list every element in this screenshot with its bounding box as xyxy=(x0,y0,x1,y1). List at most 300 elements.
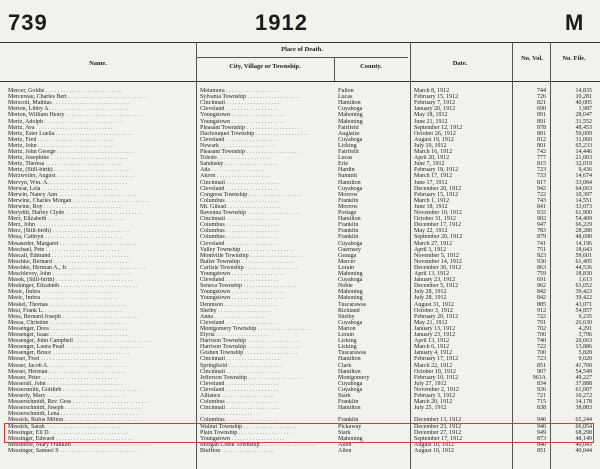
name-cell: Mertz, John . . . xyxy=(8,143,186,150)
date-cell: November 10, 1912 xyxy=(414,210,462,216)
name-cell: Messenger, Laura Pearl . . . xyxy=(8,344,186,351)
date-cell: August 10, 1912 xyxy=(414,447,454,454)
date-cell: June 17, 1912 xyxy=(414,179,448,186)
file-cell: 48,149 xyxy=(575,435,592,442)
vol-cell: 722 xyxy=(537,191,546,198)
vol-cell: 946 xyxy=(537,423,546,430)
name-cell: Meryditt, Harley Clyde . . . xyxy=(8,210,186,217)
date-cell: November 5, 1912 xyxy=(414,252,459,259)
city-cell: Sandusky . . . xyxy=(200,161,328,168)
file-cell: 40,005 xyxy=(575,100,592,107)
date-cell: February 18, 1912 xyxy=(414,167,459,174)
county-cell: Cuyahoga xyxy=(338,185,363,192)
vol-cell: 741 xyxy=(537,240,546,247)
file-cell: 33,073 xyxy=(575,203,592,210)
county-cell: Pickaway xyxy=(338,423,362,430)
file-cell: 1,613 xyxy=(578,277,592,284)
city-cell: Pleasant Township . . . xyxy=(200,149,328,156)
date-cell: March 8, 1912 xyxy=(414,88,450,94)
file-cell: 39,422 xyxy=(575,295,592,302)
city-cell: Harrison Township . . . xyxy=(200,338,328,345)
city-cell: Newark . . . xyxy=(200,143,328,150)
city-cell: Columbus . . . xyxy=(200,222,328,229)
date-cell: September 12, 1912 xyxy=(414,124,463,131)
file-cell: 65,233 xyxy=(575,142,592,149)
letter-heading: M xyxy=(565,10,584,35)
file-cell: 13,886 xyxy=(575,344,592,351)
name-cell: Mertz, (Still-birth) . . . xyxy=(8,167,186,174)
file-cell: 48,453 xyxy=(575,124,592,131)
vol-cell: 881 xyxy=(537,130,546,137)
date-cell: October 26, 1912 xyxy=(414,130,456,137)
county-cell: Hamilton xyxy=(338,368,361,375)
name-cell: Meschke, Herman A., Jr. . . . xyxy=(8,265,186,272)
vol-cell: 751 xyxy=(537,246,546,253)
city-cell: Columbus . . . xyxy=(200,228,328,235)
name-cell: Messinger, Eli D. . . . xyxy=(8,430,186,437)
name-cell: Messersmith, Gottlieb . . . xyxy=(8,387,186,394)
city-cell: Youngstown . . . xyxy=(200,112,328,119)
vol-cell: 700 xyxy=(537,332,546,338)
county-cell: Mahoning xyxy=(338,435,363,442)
date-cell: July 28, 1912 xyxy=(414,295,447,302)
county-cell: Stark xyxy=(338,429,351,436)
county-cell: Mahoning xyxy=(338,271,363,277)
file-cell: 10,397 xyxy=(575,191,592,198)
county-cell: Summit xyxy=(338,173,358,180)
name-cell: Messer, Jacob A. . . . xyxy=(8,363,186,370)
date-cell: November 14, 1912 xyxy=(414,258,462,265)
file-cell: 39,423 xyxy=(575,289,592,296)
vol-cell: 946 xyxy=(537,417,546,424)
column-header-county: County. xyxy=(360,63,382,70)
county-cell: Fairfield xyxy=(338,124,359,131)
county-cell: Franklin xyxy=(338,197,359,204)
name-cell: Mesaseder, Margaret . . . xyxy=(8,241,186,248)
county-cell: Richland xyxy=(338,307,360,314)
date-cell: January 20, 1912 xyxy=(414,106,456,113)
city-cell: Goshen Township . . . xyxy=(200,350,328,357)
file-cell: 61,007 xyxy=(575,386,592,393)
column-header-file: No. File. xyxy=(562,55,586,62)
county-cell: Franklin xyxy=(338,234,359,241)
county-cell: Franklin xyxy=(338,222,359,229)
date-cell: June 18, 1912 xyxy=(414,203,448,210)
name-cell: Messinger, Edward . . . xyxy=(8,436,186,443)
name-cell: Messer, Peter . . . xyxy=(8,375,186,382)
city-cell: Cleveland . . . xyxy=(200,277,328,284)
file-cell: 64,663 xyxy=(575,185,592,192)
file-cell: 40,043 xyxy=(575,441,592,448)
county-cell: Hamilton xyxy=(338,179,361,186)
county-cell: Mahoning xyxy=(338,112,363,119)
date-cell: March 16, 1912 xyxy=(414,149,453,155)
name-cell: Messerschmidt, Lena . . . xyxy=(8,411,186,418)
file-cell: 9,436 xyxy=(578,167,592,174)
date-cell: August 31, 1912 xyxy=(414,301,454,308)
name-cell: Messer, Fred . . . xyxy=(8,356,186,363)
city-cell: Shelby . . . xyxy=(200,308,328,315)
file-cell: 14,178 xyxy=(575,399,592,406)
county-cell: Fulton xyxy=(338,88,354,94)
city-cell: Cincinnati . . . xyxy=(200,356,328,363)
name-cell: Mertz, Fred . . . xyxy=(8,137,186,144)
date-cell: March 22, 1912 xyxy=(414,362,453,369)
name-cell: Messerschmidt, Rev. Gess . . . xyxy=(8,399,186,406)
date-cell: December 30, 1912 xyxy=(414,264,462,271)
county-cell: Tuscarawas xyxy=(338,350,367,357)
name-cell: Merscott, Mathias . . . xyxy=(8,100,186,107)
name-cell: Merwine, Roy . . . xyxy=(8,204,186,211)
city-cell: Columbus . . . xyxy=(200,198,328,205)
county-cell: Mahoning xyxy=(338,118,363,125)
vol-cell: 907 xyxy=(537,368,546,375)
vol-cell: 842 xyxy=(537,295,546,302)
file-cell: 54,857 xyxy=(575,307,592,314)
vol-cell: 801 xyxy=(537,142,546,149)
name-cell: Messmore, Mary Franklin . . . xyxy=(8,442,186,449)
vol-cell: 691 xyxy=(537,277,546,284)
vol-cell: 949 xyxy=(537,429,546,436)
name-cell: Meshinger, Elizabeth . . . xyxy=(8,283,186,290)
file-cell: 14,835 xyxy=(575,88,592,94)
date-cell: December 13, 1912 xyxy=(414,417,462,424)
vol-cell: 851 xyxy=(537,447,546,454)
county-cell: Cuyahoga xyxy=(338,240,363,247)
vol-cell: 878 xyxy=(537,124,546,131)
vol-cell: 740 xyxy=(537,338,546,345)
date-cell: January 13, 1912 xyxy=(414,325,456,332)
file-cell: 33,084 xyxy=(575,179,592,186)
file-cell: 66,229 xyxy=(575,222,592,229)
city-cell: Morgan Creek Township . . . xyxy=(200,442,328,449)
file-cell: 49,227 xyxy=(575,374,592,381)
city-cell: Cleveland . . . xyxy=(200,320,328,327)
county-cell: Hardin xyxy=(338,167,355,174)
city-cell: Springfield . . . xyxy=(200,363,328,370)
county-cell: Morrow xyxy=(338,191,358,198)
name-cell: Messerall, John . . . xyxy=(8,381,186,388)
vol-cell: 733 xyxy=(537,173,546,180)
column-header-place-of-death: Place of Death. xyxy=(281,46,323,53)
city-cell: Cleveland . . . xyxy=(200,387,328,394)
date-cell: March 6, 1912 xyxy=(414,344,450,351)
file-cell: 32,019 xyxy=(575,161,592,168)
city-cell: Elyria . . . xyxy=(200,332,328,339)
file-cell: 59,009 xyxy=(575,130,592,137)
file-cell: 59,601 xyxy=(575,252,592,259)
column-header-date: Date. xyxy=(452,60,468,67)
vol-cell: 947 xyxy=(537,222,546,229)
name-cell: Mertz, Ester Luella . . . xyxy=(8,131,186,138)
date-cell: May 18, 1912 xyxy=(414,112,448,119)
file-cell: 40,044 xyxy=(575,447,592,454)
vol-cell: 891 xyxy=(537,112,546,119)
city-cell: Cleveland . . . xyxy=(200,381,328,388)
county-cell: Mercer xyxy=(338,258,356,265)
file-cell: 61,405 xyxy=(575,258,592,265)
file-cell: 5,828 xyxy=(578,350,592,357)
county-cell: Clark xyxy=(338,362,352,369)
city-cell: Duchouquet Township . . . xyxy=(200,131,328,138)
place-subheader-rule xyxy=(196,57,408,58)
date-cell: February 15, 1912 xyxy=(414,94,459,101)
date-cell: July 25, 1912 xyxy=(414,405,447,412)
city-cell: Cleveland . . . xyxy=(200,186,328,193)
city-cell: Seneca Township . . . xyxy=(200,283,328,290)
city-cell: Columbus . . . xyxy=(200,234,328,241)
vol-cell: 851 xyxy=(537,362,546,369)
name-cell: Mesic, Imbra . . . xyxy=(8,295,186,302)
date-cell: September 17, 1912 xyxy=(414,435,463,442)
name-cell: Mercer, Goldie . . . xyxy=(8,88,186,95)
vol-cell: 963A xyxy=(532,374,546,381)
date-cell: June 7, 1912 xyxy=(414,161,445,168)
county-cell: Geauga xyxy=(338,252,357,259)
date-cell: August 19, 1912 xyxy=(414,136,454,143)
county-cell: Hamilton xyxy=(338,356,361,363)
vol-cell: 722 xyxy=(537,313,546,320)
date-cell: January 23, 1912 xyxy=(414,277,456,284)
file-cell: 61,900 xyxy=(575,210,592,216)
city-cell: Youngstown . . . xyxy=(200,289,328,296)
city-cell: Youngstown . . . xyxy=(200,295,328,302)
page-header xyxy=(0,4,600,34)
name-cell: Mesi, Frank L. . . . xyxy=(8,308,186,315)
city-cell: Ravenna Township . . . xyxy=(200,210,328,217)
city-cell: Cincinnati . . . xyxy=(200,180,328,187)
vol-cell: 723 xyxy=(537,167,546,174)
name-cell: Messenger, John Campbell . . . xyxy=(8,338,186,345)
date-cell: October 31, 1912 xyxy=(414,216,456,223)
city-cell: Plain Township . . . xyxy=(200,430,328,437)
county-cell: Hamilton xyxy=(338,405,361,412)
vol-cell: 930 xyxy=(537,258,546,265)
county-cell: Montgomery xyxy=(338,374,370,381)
vol-cell: 902 xyxy=(537,216,546,223)
file-cell: 65,244 xyxy=(575,417,592,424)
name-cell: Meschke, Bernard . . . xyxy=(8,259,186,266)
city-cell: Akron . . . xyxy=(200,173,328,180)
county-cell: Noble xyxy=(338,283,353,290)
city-cell: Youngstown . . . xyxy=(200,119,328,126)
vol-cell: 743 xyxy=(537,197,546,204)
county-cell: Lucas xyxy=(338,94,353,101)
vol-cell: 838 xyxy=(537,405,546,412)
vol-cell: 812 xyxy=(537,136,546,143)
vol-cell: 879 xyxy=(537,234,546,241)
file-cell: 14,196 xyxy=(575,240,592,247)
name-cell: Merton, William Henry . . . xyxy=(8,112,186,119)
name-cell: Meschlevey, John . . . xyxy=(8,271,186,278)
date-cell: March 1, 1912 xyxy=(414,197,450,204)
vol-cell: 873 xyxy=(537,435,546,442)
file-cell: 14,674 xyxy=(575,173,592,180)
vol-cell: 942 xyxy=(537,185,546,192)
county-cell: Lorain xyxy=(338,332,354,338)
file-cell: 14,551 xyxy=(575,197,592,204)
vol-cell: 744 xyxy=(537,88,546,94)
vol-cell: 700 xyxy=(537,350,546,357)
county-cell: Erie xyxy=(338,161,348,168)
name-cell: Messerly, Mary . . . xyxy=(8,393,186,400)
vol-cell: 821 xyxy=(537,100,546,107)
city-cell: Cleveland . . . xyxy=(200,137,328,144)
vol-cell: 834 xyxy=(537,380,546,387)
file-cell: 9,620 xyxy=(578,356,592,363)
name-cell: Messenger, Bruce . . . xyxy=(8,350,186,357)
date-cell: February 7, 1912 xyxy=(414,100,456,107)
vol-cell: 962 xyxy=(537,283,546,290)
city-cell: Youngstown . . . xyxy=(200,436,328,443)
file-cell: 10,281 xyxy=(575,94,592,101)
vol-cell: 912 xyxy=(537,307,546,314)
county-cell: Auglaize xyxy=(338,130,360,137)
date-cell: December 20, 1912 xyxy=(414,185,462,192)
name-cell: Messinger, Samuel S . . . xyxy=(8,448,186,455)
city-cell: Columbus . . . xyxy=(200,399,328,406)
file-cell: 31,060 xyxy=(575,136,592,143)
date-cell: October 10, 1912 xyxy=(414,368,456,375)
date-cell: March 17, 1912 xyxy=(414,173,453,180)
county-cell: Mahoning xyxy=(338,289,363,296)
city-cell: Sylvania Township . . . xyxy=(200,94,328,101)
name-cell: Mescall, Edmund . . . xyxy=(8,253,186,260)
county-cell: Franklin xyxy=(338,399,359,406)
date-cell: May 21, 1912 xyxy=(414,319,448,326)
county-cell: Franklin xyxy=(338,228,359,235)
file-cell: 18,830 xyxy=(575,271,592,277)
county-cell: Portage xyxy=(338,210,357,216)
city-cell: Cleveland . . . xyxy=(200,106,328,113)
file-cell: 20,663 xyxy=(575,338,592,345)
file-cell: 54,549 xyxy=(575,368,592,375)
county-cell: Lucas xyxy=(338,155,353,162)
file-cell: 68,298 xyxy=(575,429,592,436)
name-cell: Mesek, (Still-birth) . . . xyxy=(8,277,186,284)
date-cell: April 20, 1912 xyxy=(414,155,450,162)
date-cell: December 17, 1912 xyxy=(414,222,462,229)
name-cell: Merwar, Lela . . . xyxy=(8,186,186,193)
vol-cell: 690 xyxy=(537,106,546,113)
date-cell: April 3, 1912 xyxy=(414,246,447,253)
column-header-vol: No. Vol. xyxy=(521,55,543,62)
vol-cell: 842 xyxy=(537,289,546,296)
name-cell: Merz, (Still-birth) . . . xyxy=(8,228,186,235)
name-cell: Merton, Libby A. . . . xyxy=(8,106,186,113)
date-cell: August 10, 1912 xyxy=(414,441,454,448)
file-cell: 31,552 xyxy=(575,118,592,125)
vol-cell: 791 xyxy=(537,319,546,326)
city-cell: Bluffton . . . xyxy=(200,448,328,455)
city-cell: Anna . . . xyxy=(200,314,328,321)
city-cell: Valley Township . . . xyxy=(200,247,328,254)
city-cell: Cincinnati . . . xyxy=(200,369,328,376)
name-cell: Messenger, Dora . . . xyxy=(8,326,186,333)
name-cell: Merz, John . . . xyxy=(8,222,186,229)
name-cell: Merwin, Nancy Ann . . . xyxy=(8,192,186,199)
date-cell: July 27, 1912 xyxy=(414,380,447,387)
city-cell: Youngstown . . . xyxy=(200,271,328,278)
name-cell: Mertz, Josephine . . . xyxy=(8,155,186,162)
name-cell: Mertz, Ava . . . xyxy=(8,125,186,132)
city-cell: Montgomery Township . . . xyxy=(200,326,328,333)
vol-cell: 759 xyxy=(537,271,546,277)
vol-cell: 923 xyxy=(537,252,546,259)
city-cell: Cincinnati . . . xyxy=(200,100,328,107)
vol-cell: 777 xyxy=(537,155,546,162)
vol-cell: 817 xyxy=(537,179,546,186)
column-header-name: Name. xyxy=(89,60,107,67)
file-cell: 44,536 xyxy=(575,264,592,271)
county-cell: Cuyahoga xyxy=(338,277,363,284)
date-cell: February 20, 1912 xyxy=(414,313,459,320)
county-cell: Cuyahoga xyxy=(338,380,363,387)
county-cell: Allen xyxy=(338,447,352,454)
file-cell: 9,235 xyxy=(578,313,592,320)
date-cell: April 13, 1912 xyxy=(414,271,450,277)
file-cell: 66,054 xyxy=(575,423,592,430)
city-cell: Carlisle Township . . . xyxy=(200,265,328,272)
vol-cell: 840 xyxy=(537,441,546,448)
county-cell: Tuscarawas xyxy=(338,301,367,308)
county-cell: Guernsey xyxy=(338,246,361,253)
city-cell: Pleasant Township . . . xyxy=(200,125,328,132)
date-cell: February 17, 1912 xyxy=(414,356,459,363)
name-cell: Messerschmidt, Joseph . . . xyxy=(8,405,186,412)
name-cell: Mercereau, Charles Bert . . . xyxy=(8,94,186,101)
city-cell: Cincinnati . . . xyxy=(200,216,328,223)
name-cell: Mesa, Cathryn . . . xyxy=(8,234,186,241)
file-cell: 10,272 xyxy=(575,393,592,399)
date-cell: January 4, 1912 xyxy=(414,350,453,357)
page-number: 739 xyxy=(8,10,48,35)
date-cell: January 23, 1912 xyxy=(414,332,456,338)
county-cell: Lorain xyxy=(338,264,354,271)
vol-cell: 742 xyxy=(537,149,546,155)
date-cell: July 19, 1912 xyxy=(414,142,447,149)
vol-cell: 783 xyxy=(537,228,546,235)
county-cell: Cuyahoga xyxy=(338,106,363,113)
county-cell: Marion xyxy=(338,325,356,332)
name-cell: Messer, Herman . . . xyxy=(8,369,186,376)
county-cell: Franklin xyxy=(338,417,359,424)
name-cell: Merzweiler, August . . . xyxy=(8,173,186,180)
date-cell: February 10, 1912 xyxy=(414,374,459,381)
name-cell: Mertz, John George . . . xyxy=(8,149,186,156)
file-cell: 3,796 xyxy=(578,332,592,338)
city-cell: Toledo . . . xyxy=(200,155,328,162)
date-cell: April 13, 1912 xyxy=(414,338,450,345)
county-cell: Hamilton xyxy=(338,100,361,107)
file-cell: 37,888 xyxy=(575,380,592,387)
file-cell: 26,630 xyxy=(575,319,592,326)
vol-cell: 891 xyxy=(537,118,546,125)
file-cell: 28,047 xyxy=(575,112,592,119)
highlight-box xyxy=(4,423,594,443)
year-heading: 1912 xyxy=(255,10,308,35)
city-cell: Columbus . . . xyxy=(200,417,328,424)
name-cell: Messenger, Isaac . . . xyxy=(8,332,186,339)
county-cell: Morrow xyxy=(338,203,358,210)
name-cell: Messick, Sarah . . . xyxy=(8,424,186,431)
date-cell: June 21, 1912 xyxy=(414,118,448,125)
county-cell: Cuyahoga xyxy=(338,386,363,393)
vol-cell: 932 xyxy=(537,210,546,216)
date-cell: December 23, 1912 xyxy=(414,423,462,430)
date-cell: December 5, 1912 xyxy=(414,283,459,290)
county-cell: Cuyahoga xyxy=(338,319,363,326)
